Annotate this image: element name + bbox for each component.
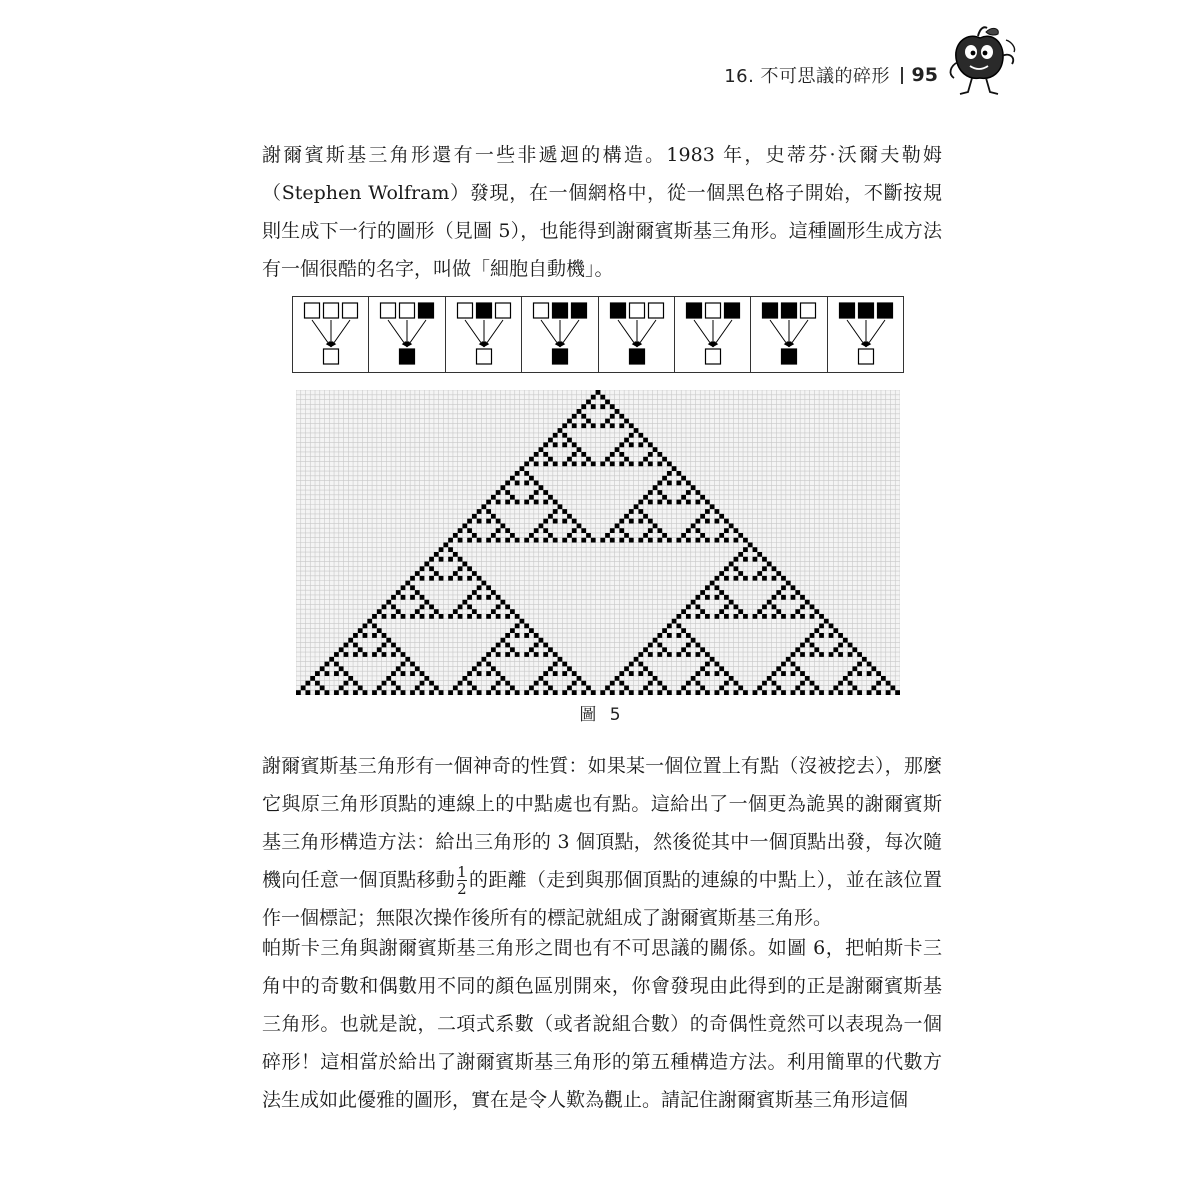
paragraph-cellular-automaton: 謝爾賓斯基三角形還有一些非遞迴的構造。1983 年，史蒂芬·沃爾夫勒姆（Stephen Wolfram）發現，在一個網格中，從一個黑色格子開始，不斷按規則生成下一行的圖形（見圖 5），也能得到謝爾賓斯基三角形。這種圖形生成方法有一個很酷的名字，叫做「細胞自動機」。 bbox=[262, 144, 942, 280]
neighbor-cell-white bbox=[305, 303, 320, 318]
neighbor-cell-white bbox=[534, 303, 549, 318]
result-cell-black bbox=[782, 349, 797, 364]
neighbor-cell-white bbox=[705, 303, 720, 318]
running-header bbox=[724, 62, 938, 88]
result-cell-white bbox=[858, 349, 873, 364]
neighbor-cell-black bbox=[724, 303, 739, 318]
neighbor-cell-white bbox=[648, 303, 663, 318]
neighbor-cell-black bbox=[858, 303, 873, 318]
rule-diagram bbox=[675, 297, 751, 372]
paragraph-pascal-triangle: 帕斯卡三角與謝爾賓斯基三角形之間也有不可思議的關係。如圖 6，把帕斯卡三角中的奇數和偶數用不同的顏色區別開來，你會發現由此得到的正是謝爾賓斯基三角形。也就是說，二項式系數（或者說組合數）的奇偶性竟然可以表現為一個碎形！這相當於給出了謝爾賓斯基三角形的第五種構造方法。利用簡單的代數方法生成如此優雅的圖形，實在是令人歎為觀止。請記住謝爾賓斯基三角形這個 bbox=[262, 937, 942, 1111]
result-cell-white bbox=[476, 349, 491, 364]
neighbor-cell-black bbox=[419, 303, 434, 318]
neighbor-cell-black bbox=[686, 303, 701, 318]
result-cell-black bbox=[553, 349, 568, 364]
rule-diagram bbox=[446, 297, 522, 372]
neighbor-cell-white bbox=[381, 303, 396, 318]
paragraph-midpoint-property bbox=[262, 747, 942, 937]
header-divider bbox=[901, 67, 903, 84]
neighbor-cell-black bbox=[782, 303, 797, 318]
fraction-one-half bbox=[457, 865, 467, 897]
sierpinski-automaton-grid bbox=[296, 390, 900, 695]
chapter-title: 16. 不可思議的碎形 bbox=[724, 66, 891, 87]
apple-mascot-icon bbox=[940, 22, 1022, 104]
result-cell-black bbox=[629, 349, 644, 364]
rule-diagram bbox=[828, 297, 904, 372]
rule-2 bbox=[369, 297, 445, 372]
figure-caption: 圖 5 bbox=[579, 705, 621, 725]
result-cell-white bbox=[705, 349, 720, 364]
neighbor-cell-white bbox=[457, 303, 472, 318]
rule-6 bbox=[675, 297, 751, 372]
neighbor-cell-black bbox=[877, 303, 892, 318]
neighbor-cell-white bbox=[400, 303, 415, 318]
automaton-figure bbox=[296, 390, 900, 695]
neighbor-cell-black bbox=[553, 303, 568, 318]
neighbor-cell-black bbox=[572, 303, 587, 318]
neighbor-cell-white bbox=[495, 303, 510, 318]
neighbor-cell-black bbox=[839, 303, 854, 318]
neighbor-cell-white bbox=[343, 303, 358, 318]
result-cell-black bbox=[400, 349, 415, 364]
neighbor-cell-black bbox=[610, 303, 625, 318]
rule-diagram bbox=[522, 297, 598, 372]
neighbor-cell-white bbox=[801, 303, 816, 318]
rule-diagram bbox=[293, 297, 369, 372]
rule-7 bbox=[751, 297, 827, 372]
rule-diagram bbox=[751, 297, 827, 372]
result-cell-white bbox=[324, 349, 339, 364]
neighbor-cell-white bbox=[324, 303, 339, 318]
fraction-denominator: 2 bbox=[457, 880, 467, 898]
fraction-numerator: 1 bbox=[457, 863, 467, 881]
neighbor-cell-white bbox=[629, 303, 644, 318]
neighbor-cell-black bbox=[763, 303, 778, 318]
page-number: 95 bbox=[911, 64, 938, 86]
rule-3 bbox=[446, 297, 522, 372]
rule-5 bbox=[599, 297, 675, 372]
rule-1 bbox=[293, 297, 369, 372]
rule-4 bbox=[522, 297, 598, 372]
rule-table bbox=[292, 296, 904, 373]
paragraph-text-after-fraction: 的距離（走到與那個頂點的連線的中點上），並在該位置作一個標記；無限次操作後所有的標記就組成了謝爾賓斯基三角形。 bbox=[262, 869, 942, 929]
rule-8 bbox=[828, 297, 903, 372]
rule-diagram bbox=[369, 297, 445, 372]
paragraph-text-before-fraction: 謝爾賓斯基三角形有一個神奇的性質：如果某一個位置上有點（沒被挖去），那麼它與原三角形頂點的連線上的中點處也有點。這給出了一個更為詭異的謝爾賓斯基三角形構造方法：給出三角形的 3 個頂點，然後從其中一個頂點出發，每次隨機向任意一個頂點移動 bbox=[262, 755, 942, 891]
rule-diagram bbox=[599, 297, 675, 372]
neighbor-cell-black bbox=[476, 303, 491, 318]
